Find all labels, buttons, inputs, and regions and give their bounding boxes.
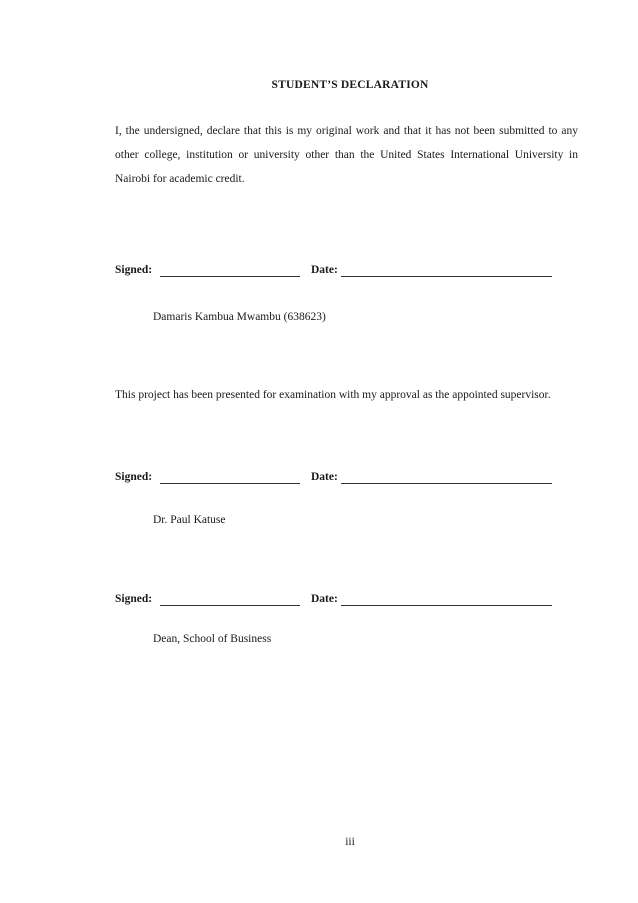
page-title: STUDENT’S DECLARATION (271, 79, 429, 91)
signature-line (160, 605, 300, 606)
signatory-name-dean: Dean, School of Business (153, 633, 272, 645)
date-line (341, 605, 552, 606)
signature-line (160, 483, 300, 484)
signature-row-supervisor (115, 471, 578, 487)
signatory-name-student: Damaris Kambua Mwambu (638623) (153, 311, 326, 323)
signatory-name-supervisor: Dr. Paul Katuse (153, 514, 226, 526)
supervisor-statement: This project has been presented for examination with my approval as the appointed supervisor. (115, 389, 551, 401)
signed-label: Signed: (115, 593, 153, 605)
signature-row-dean (115, 593, 578, 609)
signed-label: Signed: (115, 471, 153, 483)
signed-label: Signed: (115, 264, 153, 276)
page-number: iii (345, 836, 355, 848)
date-line (341, 483, 552, 484)
declaration-paragraph: I, the undersigned, declare that this is my original work and that it has not been submitted to any other college, institution or university other than the United States International University in Nairobi for academic credit. (115, 125, 578, 185)
date-label: Date: (311, 471, 338, 483)
date-label: Date: (311, 264, 338, 276)
signature-row-student (115, 264, 578, 280)
date-line (341, 276, 552, 277)
date-label: Date: (311, 593, 338, 605)
signature-line (160, 276, 300, 277)
